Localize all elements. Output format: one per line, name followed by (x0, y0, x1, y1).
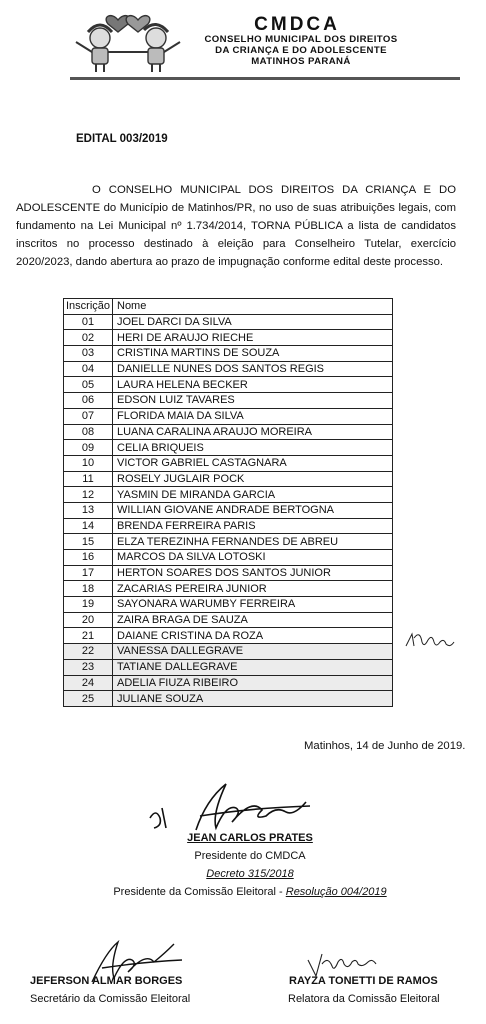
candidate-name: FLORIDA MAIA DA SILVA (113, 408, 393, 424)
candidates-table-body (64, 314, 393, 706)
commission-president-line: Presidente da Comissão Eleitoral - Resolução 004/2019 (113, 886, 387, 898)
registration-number: 21 (64, 628, 113, 644)
header-name: Nome (113, 299, 393, 315)
candidate-name: EDSON LUIZ TAVARES (113, 393, 393, 409)
table-row (64, 361, 393, 377)
registration-number: 17 (64, 565, 113, 581)
table-row (64, 644, 393, 660)
org-abbreviation: CMDCA (254, 14, 340, 35)
table-header-row (64, 299, 393, 315)
registration-number: 22 (64, 644, 113, 660)
table-row (64, 377, 393, 393)
candidate-name: VICTOR GABRIEL CASTAGNARA (113, 455, 393, 471)
registration-number: 09 (64, 440, 113, 456)
candidate-name: VANESSA DALLEGRAVE (113, 644, 393, 660)
registration-number: 08 (64, 424, 113, 440)
table-row (64, 330, 393, 346)
org-name-line-1: CONSELHO MUNICIPAL DOS DIREITOS (204, 34, 398, 45)
secretary-role: Secretário da Comissão Eleitoral (30, 993, 191, 1005)
registration-number: 03 (64, 346, 113, 362)
intro-text: O CONSELHO MUNICIPAL DOS DIREITOS DA CRIANÇA E DO ADOLESCENTE do Município de Matinhos/PR, no uso de suas atribuições legais, com fundamento na Lei Municipal nº 1.734/2014, TORNA PÚBLICA a lista de candidatos inscritos no processo destinado à eleição para Conselheiro Tutelar, exercício 2020/2023, dando abertura ao prazo de impugnação conforme edital deste processo. (16, 184, 456, 268)
registration-number: 13 (64, 502, 113, 518)
registration-number: 06 (64, 393, 113, 409)
header-registration: Inscrição (64, 299, 113, 315)
candidate-name: SAYONARA WARUMBY FERREIRA (113, 597, 393, 613)
registration-number: 05 (64, 377, 113, 393)
date-line: Matinhos, 14 de Junho de 2019. (304, 740, 466, 752)
decree-line: Decreto 315/2018 (206, 868, 294, 880)
table-row (64, 565, 393, 581)
candidate-name: DANIELLE NUNES DOS SANTOS REGIS (113, 361, 393, 377)
handwritten-initials (404, 628, 460, 652)
registration-number: 24 (64, 675, 113, 691)
intro-paragraph (16, 181, 456, 271)
header-divider (70, 77, 460, 80)
registration-number: 16 (64, 550, 113, 566)
registration-number: 04 (64, 361, 113, 377)
table-row (64, 487, 393, 503)
org-name-line-2: DA CRIANÇA E DO ADOLESCENTE (215, 45, 387, 56)
registration-number: 10 (64, 455, 113, 471)
registration-number: 18 (64, 581, 113, 597)
reporter-name: RAYZA TONETTI DE RAMOS (289, 975, 438, 987)
candidate-name: MARCOS DA SILVA LOTOSKI (113, 550, 393, 566)
candidate-name: ZACARIAS PEREIRA JUNIOR (113, 581, 393, 597)
registration-number: 20 (64, 612, 113, 628)
candidate-name: JULIANE SOUZA (113, 691, 393, 707)
resolution-ref: Resolução 004/2019 (285, 886, 387, 898)
president-signature (140, 778, 330, 840)
candidates-table (63, 298, 393, 707)
table-row (64, 675, 393, 691)
cmdca-logo (68, 12, 194, 76)
org-city-line: MATINHOS PARANÁ (251, 56, 351, 67)
candidate-name: LUANA CARALINA ARAUJO MOREIRA (113, 424, 393, 440)
table-row (64, 597, 393, 613)
candidate-name: CELIA BRIQUEIS (113, 440, 393, 456)
candidate-name: ROSELY JUGLAIR POCK (113, 471, 393, 487)
table-row (64, 550, 393, 566)
candidate-name: ELZA TEREZINHA FERNANDES DE ABREU (113, 534, 393, 550)
candidate-name: HERTON SOARES DOS SANTOS JUNIOR (113, 565, 393, 581)
table-row (64, 534, 393, 550)
candidate-name: YASMIN DE MIRANDA GARCIA (113, 487, 393, 503)
registration-number: 02 (64, 330, 113, 346)
registration-number: 11 (64, 471, 113, 487)
table-row (64, 581, 393, 597)
registration-number: 19 (64, 597, 113, 613)
candidate-name: CRISTINA MARTINS DE SOUZA (113, 346, 393, 362)
secretary-name: JEFERSON ALMAR BORGES (30, 975, 183, 987)
registration-number: 12 (64, 487, 113, 503)
registration-number: 01 (64, 314, 113, 330)
table-row (64, 455, 393, 471)
table-row (64, 612, 393, 628)
candidate-name: WILLIAN GIOVANE ANDRADE BERTOGNA (113, 502, 393, 518)
candidate-name: ZAIRA BRAGA DE SAUZA (113, 612, 393, 628)
table-row (64, 659, 393, 675)
candidate-name: TATIANE DALLEGRAVE (113, 659, 393, 675)
president-name: JEAN CARLOS PRATES (187, 832, 313, 844)
candidate-name: ADELIA FIUZA RIBEIRO (113, 675, 393, 691)
table-row (64, 314, 393, 330)
table-row (64, 502, 393, 518)
document-title: EDITAL 003/2019 (76, 133, 168, 145)
reporter-role: Relatora da Comissão Eleitoral (288, 993, 440, 1005)
table-row (64, 346, 393, 362)
table-row (64, 424, 393, 440)
registration-number: 07 (64, 408, 113, 424)
candidate-name: LAURA HELENA BECKER (113, 377, 393, 393)
registration-number: 25 (64, 691, 113, 707)
registration-number: 14 (64, 518, 113, 534)
candidate-name: HERI DE ARAUJO RIECHE (113, 330, 393, 346)
table-row (64, 691, 393, 707)
table-row (64, 628, 393, 644)
candidate-name: JOEL DARCI DA SILVA (113, 314, 393, 330)
candidate-name: DAIANE CRISTINA DA ROZA (113, 628, 393, 644)
registration-number: 23 (64, 659, 113, 675)
candidate-name: BRENDA FERREIRA PARIS (113, 518, 393, 534)
president-role: Presidente do CMDCA (194, 850, 306, 862)
table-row (64, 440, 393, 456)
table-row (64, 408, 393, 424)
table-row (64, 518, 393, 534)
registration-number: 15 (64, 534, 113, 550)
table-row (64, 471, 393, 487)
table-row (64, 393, 393, 409)
